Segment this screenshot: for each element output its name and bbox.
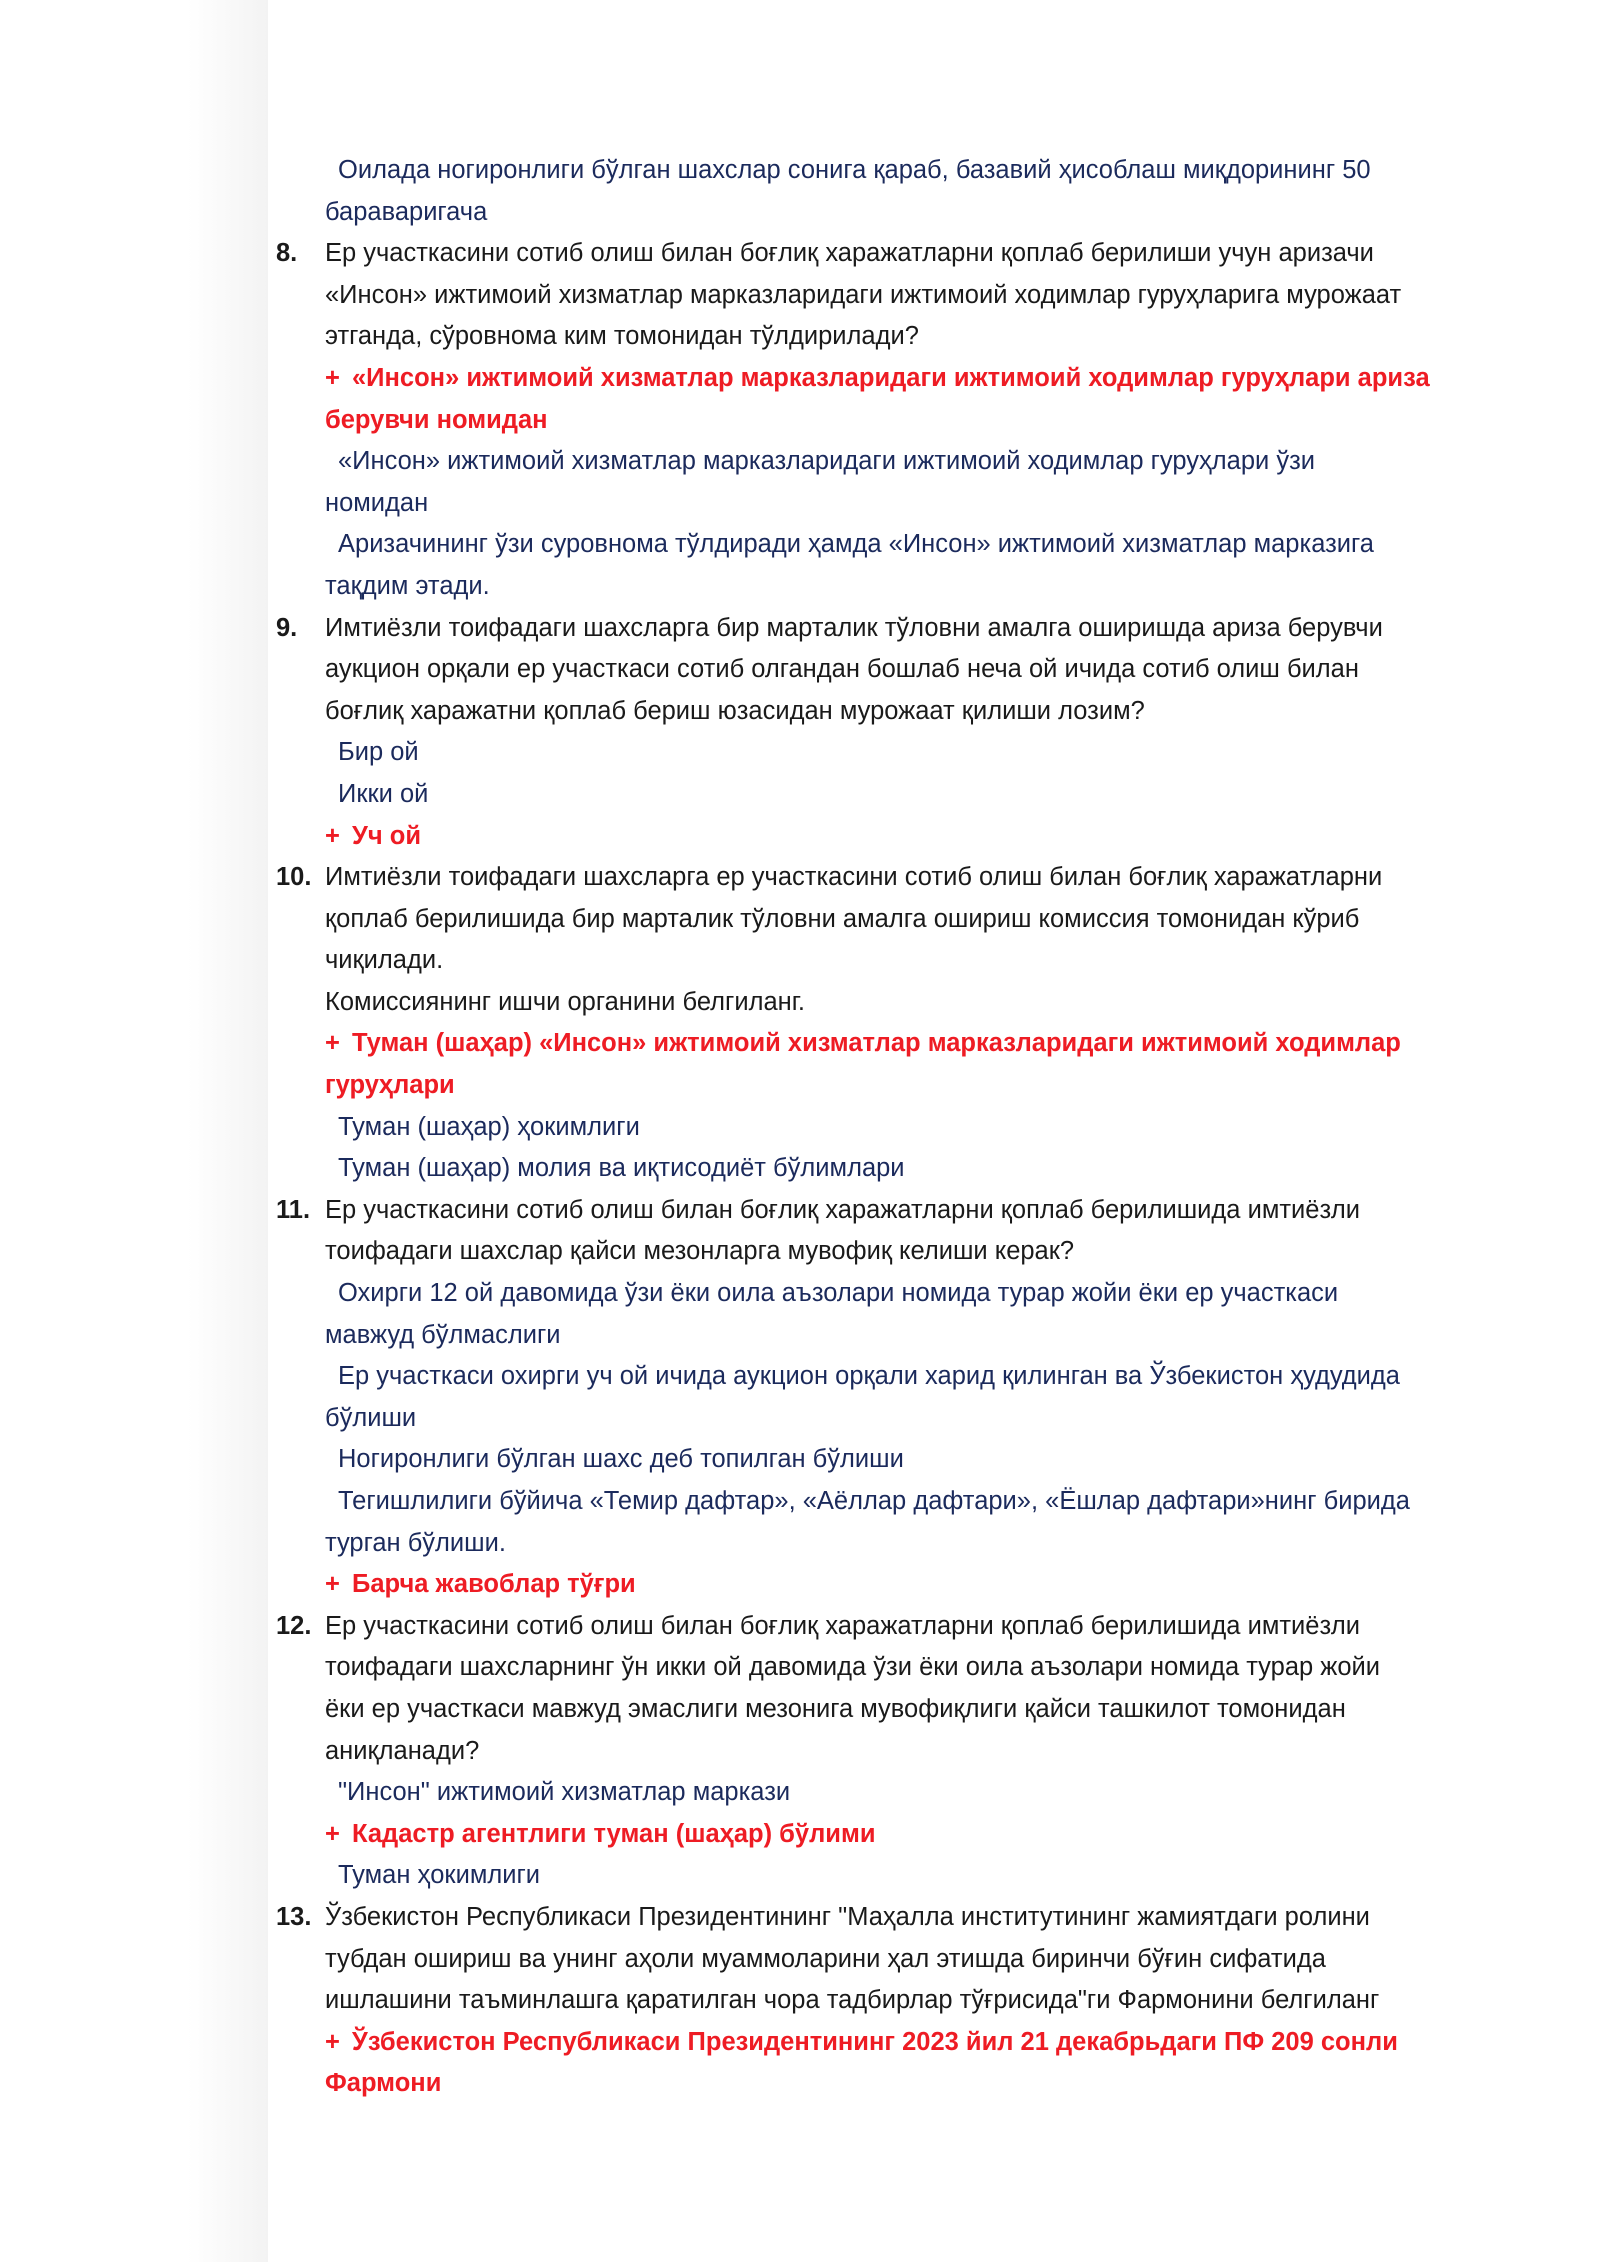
answer-option: номидан [325,488,429,517]
question-number: 8. [276,239,298,268]
answer-option: Туман (шаҳар) ҳокимлиги [338,1112,640,1141]
question-11 [0,1190,1600,1232]
question-text: қоплаб берилишида бир марталик тўловни амалга ошириш комиссия томонидан кўриб [325,904,1360,933]
answer-option: бўлиши [325,1403,417,1432]
question-text: боғлиқ харажатни қоплаб бериш юзасидан мурожаат қилиши лозим? [325,696,1145,725]
question-text: Комиссиянинг ишчи органини белгиланг. [325,987,805,1016]
question-text: чиқилади. [325,946,444,975]
question-text: Ўзбекистон Республикаси Президентининг "Маҳалла институтининг жамиятдаги ролини [325,1902,1370,1931]
plus-marker: + [325,363,340,392]
plus-marker: + [325,1819,340,1848]
question-text: тоифадаги шахслар қайси мезонларга мувофиқ келиши керак? [325,1237,1075,1266]
question-text: этганда, сўровнома ким томонидан тўлдирилади? [325,322,919,351]
question-12 [0,1606,1600,1648]
correct-answer: гуруҳлари [325,1071,455,1100]
correct-answer: берувчи номидан [325,405,548,434]
question-text: тоифадаги шахсларнинг ўн икки ой давомида ўзи ёки оила аъзолари номида турар жойи [325,1653,1381,1682]
answer-option: "Инсон" ижтимоий хизматлар маркази [338,1778,791,1807]
test-document [0,150,1600,2105]
correct-answer: + Барча жавоблар тўғри [0,1564,1600,1606]
correct-answer: Фармони [325,2069,442,2098]
question-10 [0,857,1600,899]
plus-marker: + [325,821,340,850]
plus-marker: + [325,1570,340,1599]
question-text: ишлашини таъминлашга қаратилган чора тадбирлар тўғрисида"ги Фармонини белгиланг [325,1986,1380,2015]
answer-option: тақдим этади. [325,571,490,600]
question-text: аукцион орқали ер участкаси сотиб олгандан бошлаб неча ой ичида сотиб олиш билан [325,655,1359,684]
question-number: 11. [276,1195,311,1224]
question-8 [0,233,1600,275]
correct-answer: + Туман (шаҳар) «Инсон» ижтимоий хизматлар марказларидаги ижтимоий ходимлар [0,1023,1600,1065]
answer-option: Туман ҳокимлиги [338,1861,541,1890]
answer-option: Бир ой [338,738,419,767]
question-13 [0,1897,1600,1939]
answer-option: Икки ой [338,779,429,808]
answer-option: Ногиронлиги бўлган шахс деб топилган бўлиши [338,1445,904,1474]
question-text: ёки ер участкаси мавжуд эмаслиги мезонига мувофиқлиги қайси ташкилот томонидан [325,1694,1346,1723]
plus-marker: + [325,2027,340,2056]
plus-marker: + [325,1029,340,1058]
question-text: аниқланади? [325,1736,480,1765]
answer-option: Оилада ногиронлиги бўлган шахслар сонига қараб, базавий ҳисоблаш миқдорининг 50 [338,156,1371,184]
question-text: «Инсон» ижтимоий хизматлар марказларидаги ижтимоий ходимлар гуруҳларига мурожаат [325,280,1402,309]
answer-option: бараваригача [325,197,488,226]
answer-option: Тегишлилиги бўйича «Темир дафтар», «Аёллар дафтари», «Ёшлар дафтари»нинг бирида [338,1487,1410,1515]
correct-answer: + «Инсон» ижтимоий хизматлар марказларидаги ижтимоий ходимлар гуруҳлари ариза [0,358,1600,400]
question-number: 9. [276,613,298,642]
question-text: Ер участкасини сотиб олиш билан боғлиқ харажатларни қоплаб берилишида имтиёзли [325,1611,1360,1640]
question-text: Ер участкасини сотиб олиш билан боғлиқ харажатларни қоплаб берилишида имтиёзли [325,1195,1360,1224]
question-text: тубдан ошириш ва унинг аҳоли муаммоларини ҳал этишда биринчи бўғин сифатида [325,1944,1326,1973]
answer-option: Охирги 12 ой давомида ўзи ёки оила аъзолари номида турар жойи ёки ер участкаси [338,1279,1339,1308]
correct-answer: + Уч ой [0,816,1600,858]
question-text: Ер участкасини сотиб олиш билан боғлиқ харажатларни қоплаб берилиши учун аризачи [325,239,1374,268]
question-9 [0,608,1600,650]
answer-option: турган бўлиши. [325,1528,506,1557]
question-number: 13. [276,1902,312,1931]
question-text: Имтиёзли тоифадаги шахсларга бир марталик тўловни амалга оширишда ариза берувчи [325,613,1383,642]
answer-option: мавжуд бўлмаслиги [325,1320,561,1349]
correct-answer: + Кадастр агентлиги туман (шаҳар) бўлими [0,1814,1600,1856]
question-text: Имтиёзли тоифадаги шахсларга ер участкасини сотиб олиш билан боғлиқ харажатларни [325,863,1383,892]
answer-option: «Инсон» ижтимоий хизматлар марказларидаги ижтимоий ходимлар гуруҳлари ўзи [338,447,1316,476]
answer-option: Аризачининг ўзи суровнома тўлдиради ҳамда «Инсон» ижтимоий хизматлар марказига [338,530,1374,559]
answer-option: Туман (шаҳар) молия ва иқтисодиёт бўлимлари [338,1154,905,1183]
answer-option: Ер участкаси охирги уч ой ичида аукцион орқали харид қилинган ва Ўзбекистон ҳудудида [338,1362,1400,1391]
question-number: 12. [276,1611,312,1640]
correct-answer: + Ўзбекистон Республикаси Президентининг 2023 йил 21 декабрьдаги ПФ 209 сонли [0,2022,1600,2064]
question-number: 10. [276,863,312,892]
